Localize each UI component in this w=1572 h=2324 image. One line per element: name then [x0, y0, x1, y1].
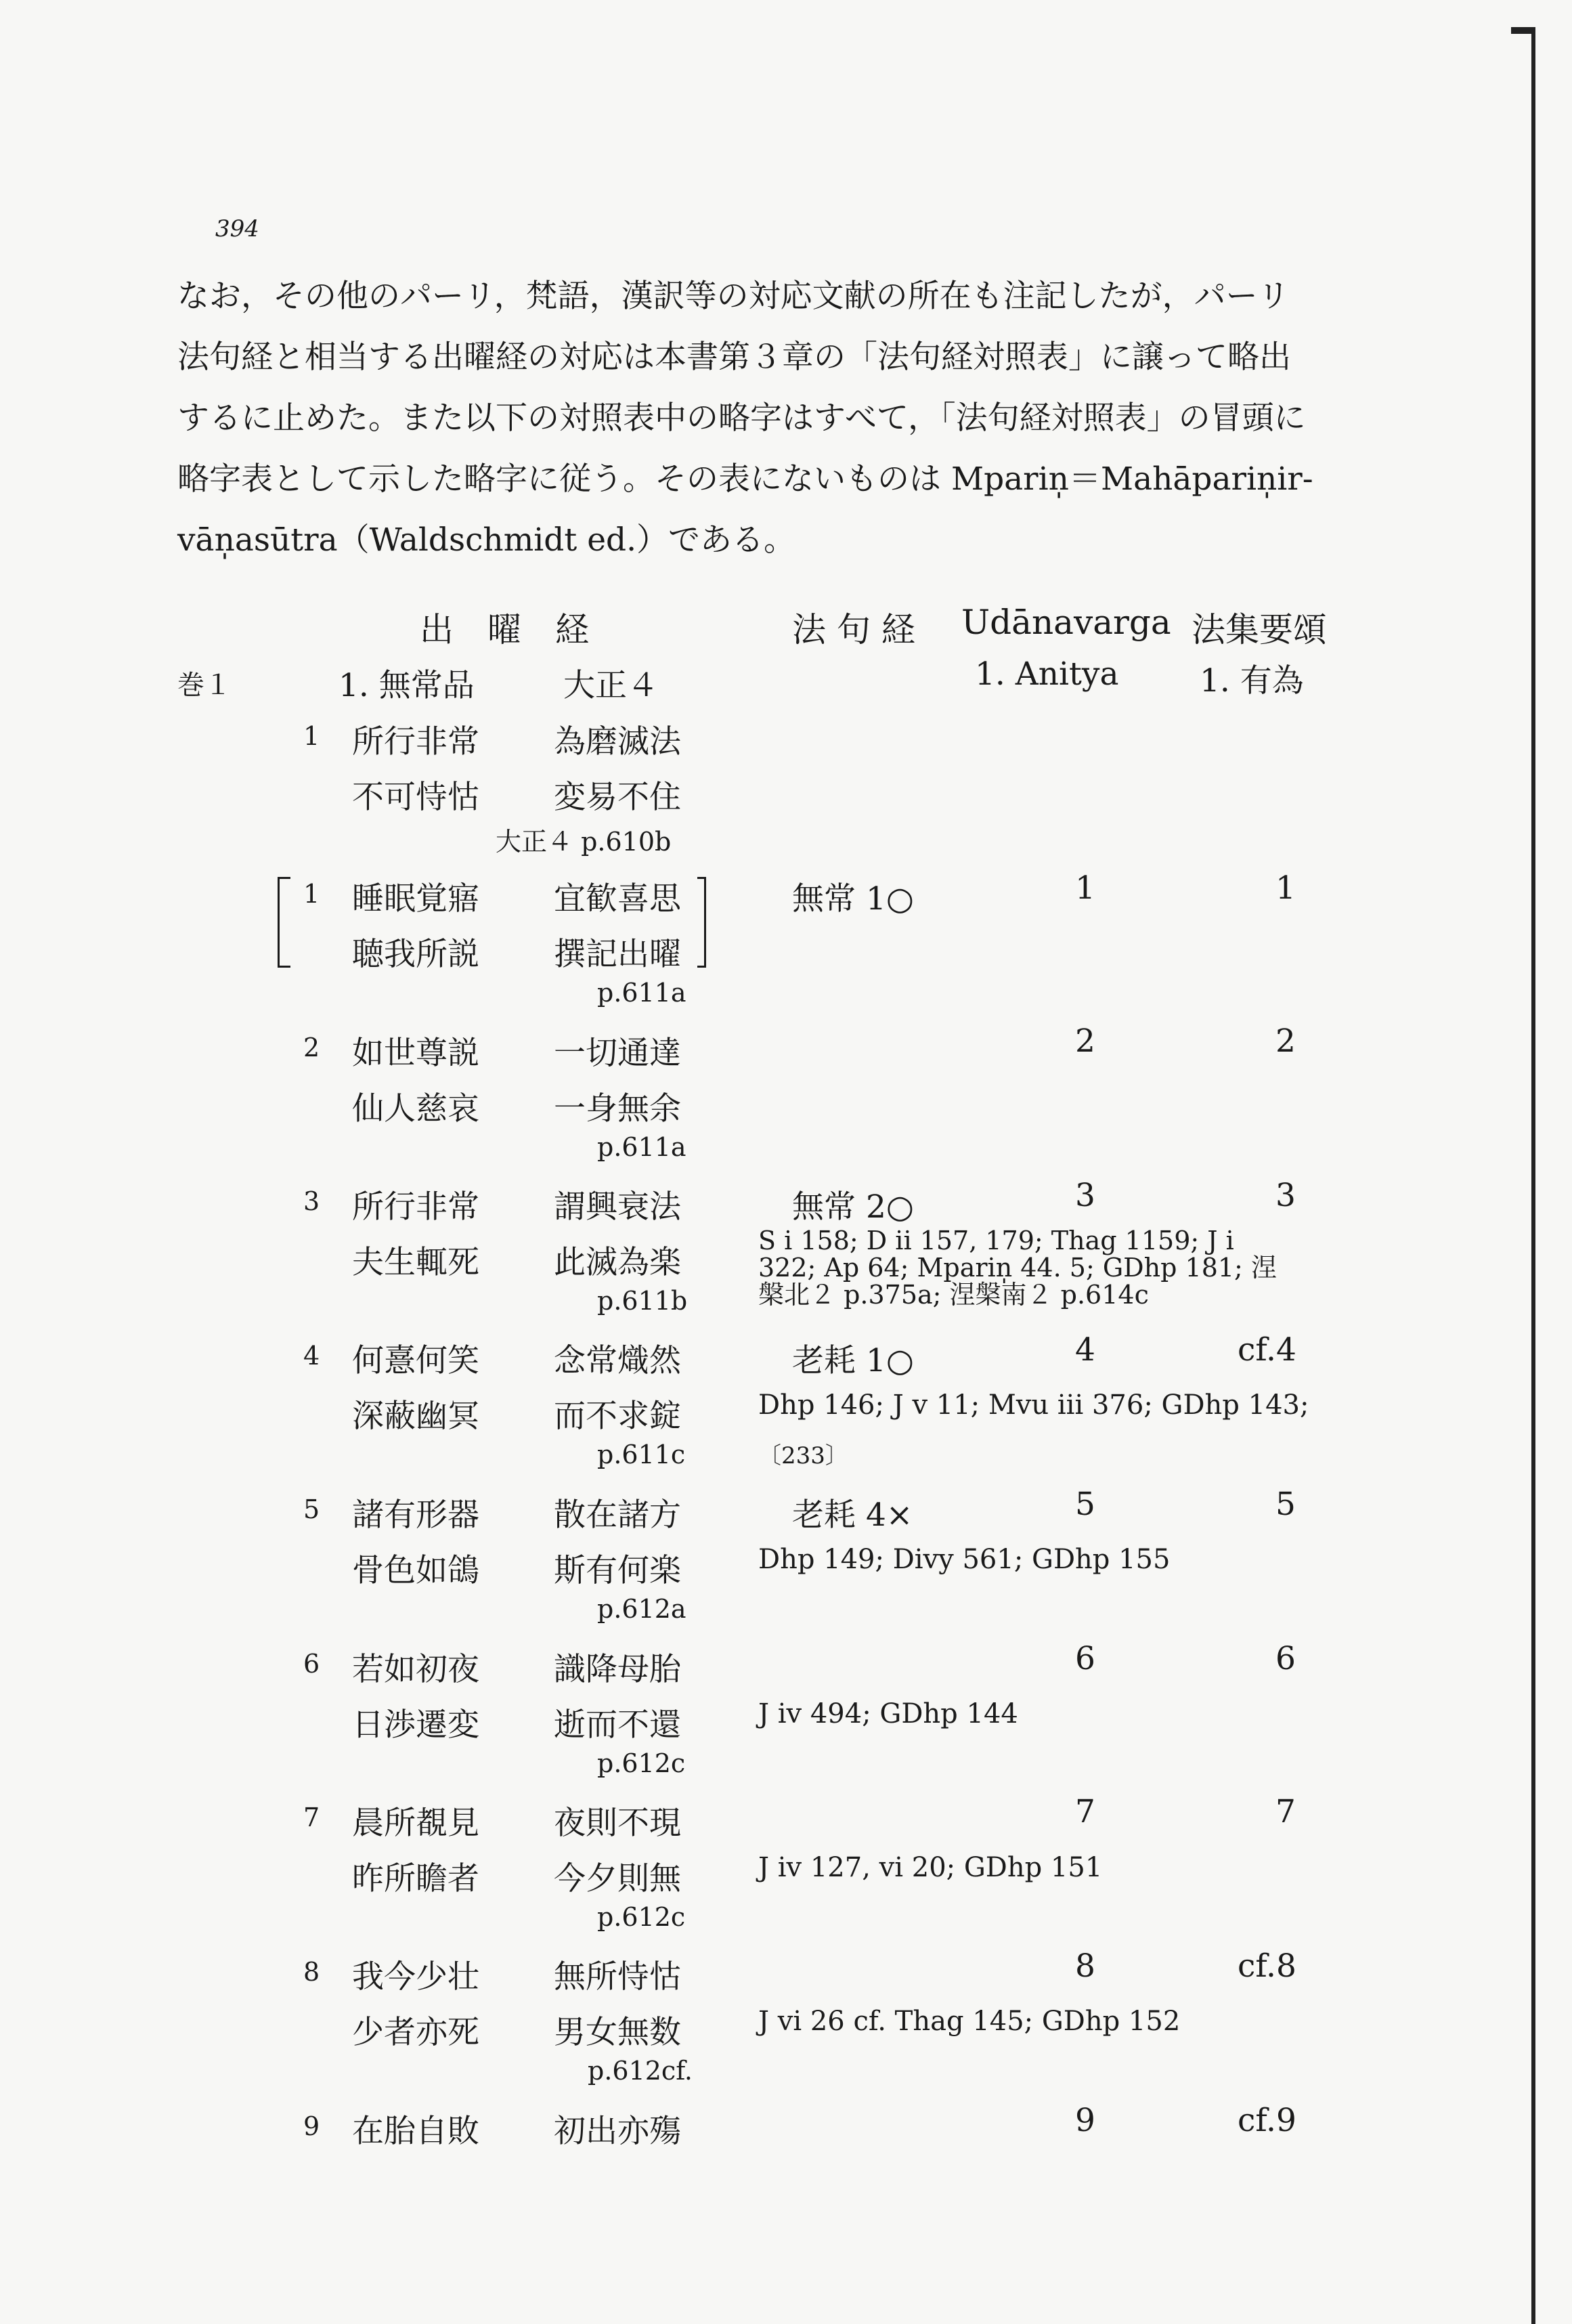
bracket-right	[697, 877, 706, 968]
verse-8-num: 8	[303, 1957, 320, 1987]
verse-5-hokkukyo: 老耗 4×	[792, 1497, 913, 1534]
verse-6-ref-1: J iv 494; GDhp 144	[758, 1698, 1018, 1729]
verse-4-num: 4	[303, 1341, 320, 1371]
header-hoshuyoju: 法集要頌	[1192, 610, 1327, 649]
intro-line-3: するに止めた。また以下の対照表中の略字はすべて，「法句経対照表」の冒頭に	[177, 400, 1306, 437]
verse-4-hokkukyo: 老耗 1○	[792, 1342, 914, 1379]
verse-5-a2: 骨色如鴿	[352, 1552, 479, 1589]
bracket-left	[278, 877, 290, 968]
verse-4-b1: 念常熾然	[554, 1342, 681, 1379]
page-edge-line	[1531, 27, 1535, 2324]
header-chuyokyo: 出 曜 経	[420, 610, 589, 649]
verse-5-udanavarga: 5	[1075, 1486, 1095, 1523]
verse-4-ref-2: 〔233〕	[758, 1442, 848, 1469]
verse-3-ref-3: 槃北２ p.375a; 涅槃南２ p.614c	[758, 1280, 1149, 1310]
verse-3-hoshuyoju: 3	[1275, 1177, 1296, 1214]
intro-verse-line1b: 為磨滅法	[554, 723, 681, 760]
verse-9-udanavarga: 9	[1075, 2102, 1095, 2139]
verse-1-num: 1	[303, 879, 320, 909]
verse-5-b2: 斯有何楽	[554, 1552, 681, 1589]
chapter-udanavarga: 1. Anitya	[975, 655, 1119, 693]
verse-7-b1: 夜則不現	[554, 1805, 681, 1842]
verse-8-a2: 少者亦死	[352, 2014, 479, 2051]
verse-2-a1: 如世尊説	[352, 1035, 479, 1072]
verse-6-a2: 日渉遷変	[352, 1706, 479, 1744]
intro-verse-line2b: 変易不住	[554, 779, 681, 816]
verse-6-udanavarga: 6	[1075, 1640, 1095, 1677]
verse-4-udanavarga: 4	[1075, 1331, 1095, 1369]
verse-1-a2: 聴我所説	[352, 936, 479, 973]
verse-7-ref-1: J iv 127, vi 20; GDhp 151	[758, 1852, 1103, 1883]
intro-verse-num: 1	[303, 721, 320, 751]
chapter-title: 1. 無常品	[339, 667, 475, 704]
verse-6-page: p.612c	[597, 1748, 686, 1778]
verse-2-udanavarga: 2	[1075, 1023, 1095, 1060]
verse-3-ref-2: 322; Ap 64; Mparin̩ 44. 5; GDhp 181; 涅	[758, 1253, 1277, 1283]
verse-3-a1: 所行非常	[352, 1188, 479, 1226]
verse-6-b1: 識降母胎	[554, 1651, 681, 1688]
intro-verse-line2a: 不可恃怙	[352, 779, 479, 816]
verse-8-a1: 我今少壮	[352, 1958, 479, 1996]
intro-line-5: vān̩asūtra（Waldschmidt ed.）である。	[177, 521, 796, 559]
verse-6-a1: 若如初夜	[352, 1651, 479, 1688]
verse-4-hoshuyoju: cf.4	[1238, 1331, 1296, 1369]
verse-9-a1: 在胎自敗	[352, 2113, 479, 2150]
verse-7-a1: 晨所覩見	[352, 1805, 479, 1842]
chapter-taisho: 大正４	[563, 667, 659, 704]
verse-9-hoshuyoju: cf.9	[1238, 2102, 1296, 2139]
verse-3-hokkukyo: 無常 2○	[792, 1188, 914, 1226]
verse-8-b1: 無所恃怙	[554, 1958, 681, 1996]
verse-2-b2: 一身無余	[554, 1090, 681, 1127]
verse-8-udanavarga: 8	[1075, 1948, 1095, 1985]
verse-4-a1: 何憙何笑	[352, 1342, 479, 1379]
verse-2-num: 2	[303, 1033, 320, 1062]
verse-1-udanavarga: 1	[1075, 869, 1095, 907]
intro-line-1: なお，その他のパーリ，梵語，漢訳等の対応文献の所在も注記したが，パーリ	[177, 278, 1290, 315]
chapter-hoshuyoju: 1. 有為	[1200, 662, 1304, 700]
verse-1-hoshuyoju: 1	[1275, 869, 1296, 907]
header-hokkukyo: 法 句 経	[792, 610, 915, 649]
verse-1-hokkukyo: 無常 1○	[792, 880, 914, 918]
verse-3-udanavarga: 3	[1075, 1177, 1095, 1214]
verse-3-b2: 此滅為楽	[554, 1244, 681, 1281]
verse-1-b2: 撰記出曜	[554, 936, 681, 973]
verse-2-page: p.611a	[597, 1132, 686, 1162]
verse-4-a2: 深蔽幽冥	[352, 1398, 479, 1435]
verse-6-b2: 逝而不還	[554, 1706, 681, 1744]
verse-2-a2: 仙人慈哀	[352, 1090, 479, 1127]
verse-1-a1: 睡眠覚寤	[352, 880, 479, 918]
verse-3-a2: 夫生輒死	[352, 1244, 479, 1281]
verse-8-hoshuyoju: cf.8	[1238, 1948, 1296, 1985]
verse-8-ref-1: J vi 26 cf. Thag 145; GDhp 152	[758, 2006, 1181, 2037]
verse-5-b1: 散在諸方	[554, 1497, 681, 1534]
verse-2-hoshuyoju: 2	[1275, 1023, 1296, 1060]
verse-9-b1: 初出亦殤	[554, 2113, 681, 2150]
intro-line-4: 略字表として示した略字に従う。その表にないものは Mparin̩＝Mahāparin̩ir-	[177, 460, 1313, 498]
verse-8-b2: 男女無数	[554, 2014, 681, 2051]
volume-label: 巻１	[177, 670, 232, 701]
verse-5-num: 5	[303, 1494, 320, 1524]
verse-4-b2: 而不求錠	[554, 1398, 681, 1435]
verse-6-hoshuyoju: 6	[1275, 1640, 1296, 1677]
verse-7-udanavarga: 7	[1075, 1793, 1095, 1830]
verse-7-hoshuyoju: 7	[1275, 1793, 1296, 1830]
page-number: 394	[215, 215, 259, 242]
intro-verse-line1a: 所行非常	[352, 723, 479, 760]
verse-7-b2: 今夕則無	[554, 1860, 681, 1897]
intro-verse-page: 大正４ p.610b	[496, 827, 672, 857]
verse-5-hoshuyoju: 5	[1275, 1486, 1296, 1523]
intro-line-2: 法句経と相当する出曜経の対応は本書第３章の「法句経対照表」に譲って略出	[177, 339, 1291, 376]
verse-4-page: p.611c	[597, 1440, 686, 1469]
verse-5-page: p.612a	[597, 1594, 686, 1624]
verse-3-b1: 謂興衰法	[554, 1188, 681, 1226]
verse-8-page: p.612cf.	[588, 2056, 693, 2086]
verse-5-ref-1: Dhp 149; Divy 561; GDhp 155	[758, 1544, 1171, 1575]
verse-9-num: 9	[303, 2111, 320, 2141]
verse-3-page: p.611b	[597, 1286, 688, 1316]
verse-6-num: 6	[303, 1649, 320, 1679]
verse-1-b1: 宜歓喜思	[554, 880, 681, 918]
verse-7-a2: 昨所瞻者	[352, 1860, 479, 1897]
header-udanavarga: Udānavarga	[961, 603, 1171, 642]
verse-4-ref-1: Dhp 146; J v 11; Mvu iii 376; GDhp 143;	[758, 1390, 1309, 1421]
verse-7-page: p.612c	[597, 1902, 686, 1932]
verse-5-a1: 諸有形器	[352, 1497, 479, 1534]
verse-1-page: p.611a	[597, 978, 686, 1008]
verse-7-num: 7	[303, 1803, 320, 1832]
verse-3-ref-1: S i 158; D ii 157, 179; Thag 1159; J i	[758, 1226, 1234, 1255]
verse-2-b1: 一切通達	[554, 1035, 681, 1072]
verse-3-num: 3	[303, 1186, 320, 1216]
